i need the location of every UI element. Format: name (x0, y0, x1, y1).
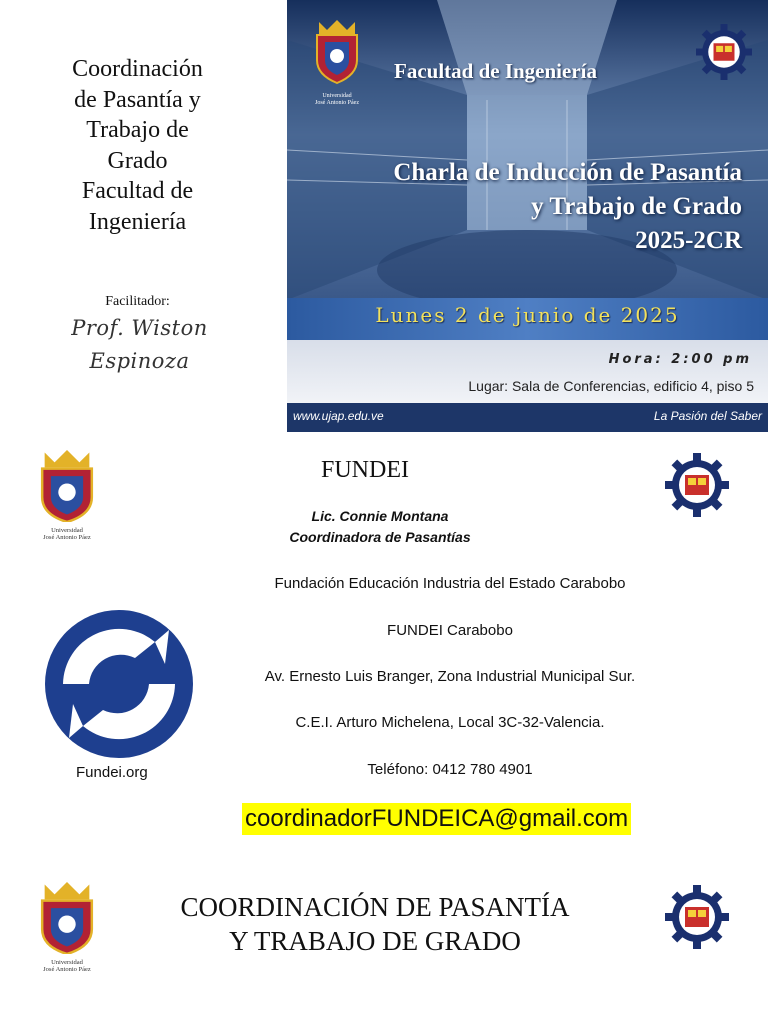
event-title (393, 156, 742, 258)
contact-name: Lic. Connie Montana (311, 508, 449, 524)
fundei-website[interactable]: Fundei.org (76, 764, 148, 781)
title-line: Coordinación (72, 56, 203, 82)
event-date: Lunes 2 de junio de 2025 (375, 303, 680, 327)
title-line: de Pasantía y (74, 86, 201, 113)
university-label-line: Universidad (51, 959, 83, 966)
title-line: Facultad de (81, 178, 194, 204)
coordination-title (30, 54, 245, 237)
title-line: Grado (107, 147, 168, 174)
university-label-line: José Antonio Páez (43, 534, 91, 541)
university-label-line: Universidad (322, 93, 352, 99)
fundei-contact (230, 506, 530, 548)
facilitator-name-line: Prof. Wiston (71, 316, 208, 340)
facilitator-name-line: Espinoza (89, 349, 190, 373)
contact-role: Coordinadora de Pasantías (289, 529, 471, 545)
faculty-heading: Facultad de Ingeniería (394, 59, 597, 83)
university-crest-footer (32, 882, 102, 973)
event-banner (287, 0, 768, 432)
crest-icon (32, 882, 102, 954)
fundei-heading: FUNDEI (321, 457, 409, 483)
fundei-email[interactable]: coordinadorFUNDEICA@gmail.com (242, 803, 631, 835)
engineering-gear-logo (665, 453, 729, 517)
title-line: Ingeniería (88, 208, 187, 235)
event-time: Hora: 2:00 pm (608, 352, 752, 367)
footer-title (140, 890, 610, 958)
fundei-logo (43, 608, 195, 760)
facilitator-label: Facilitador: (105, 294, 170, 309)
university-label-line: José Antonio Páez (43, 966, 91, 973)
fundei-info-line: FUNDEI Carabobo (387, 622, 513, 639)
engineering-gear-logo (665, 885, 729, 949)
fundei-address: Av. Ernesto Luis Branger, Zona Industrial Municipal Sur. (264, 668, 636, 685)
footer-title-line: COORDINACIÓN DE PASANTÍA (180, 892, 570, 922)
event-title-line: y Trabajo de Grado (531, 193, 742, 220)
fundei-address: C.E.I. Arturo Michelena, Local 3C-32-Valencia. (295, 714, 605, 731)
facilitator-name (52, 312, 227, 378)
event-title-line: 2025-2CR (635, 227, 742, 254)
university-motto: La Pasión del Saber (653, 409, 762, 423)
event-title-line: Charla de Inducción de Pasantía (393, 159, 742, 186)
event-place: Lugar: Sala de Conferencias, edificio 4, piso 5 (468, 378, 754, 394)
university-label-line: Universidad (51, 527, 83, 534)
university-crest-fundei (32, 450, 102, 541)
university-crest-banner (309, 20, 365, 107)
fundei-info-line: Fundación Educación Industria del Estado Carabobo (274, 575, 626, 592)
university-label-line: José Antonio Páez (315, 100, 359, 106)
crest-icon (309, 20, 365, 88)
footer-title-line: Y TRABAJO DE GRADO (229, 926, 521, 956)
title-line: Trabajo de (86, 117, 189, 143)
university-website[interactable]: www.ujap.edu.ve (293, 409, 384, 423)
fundei-phone: Teléfono: 0412 780 4901 (367, 761, 533, 778)
engineering-gear-logo (696, 24, 752, 80)
crest-icon (32, 450, 102, 522)
